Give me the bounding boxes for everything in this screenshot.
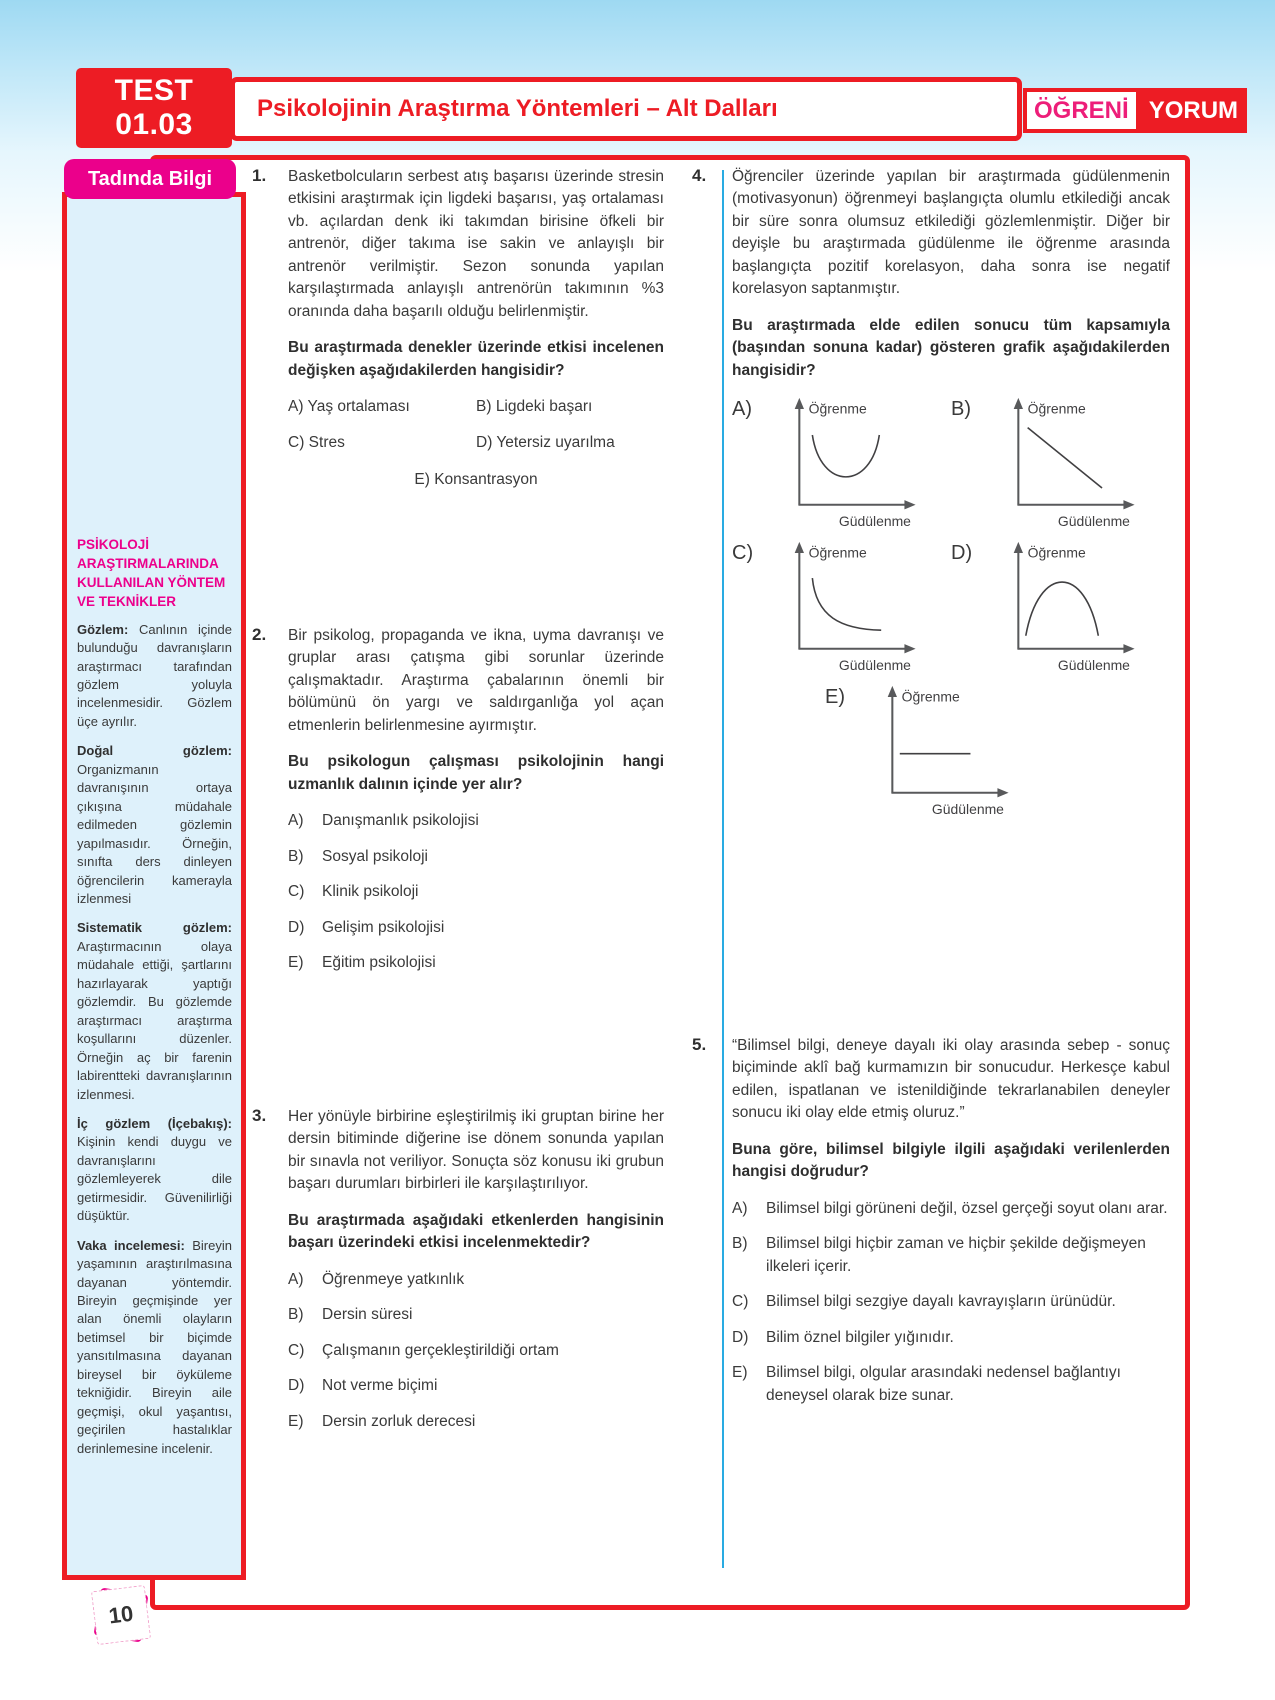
question-4 <box>692 166 1170 820</box>
option-text: Ligdeki başarı <box>495 398 593 416</box>
option-d <box>288 917 664 939</box>
question-body <box>288 1106 664 1446</box>
x-axis-arrow-icon <box>1123 500 1134 509</box>
option-c <box>288 432 476 454</box>
option-d <box>476 432 664 454</box>
x-axis-label: Güdülenme <box>1057 513 1130 530</box>
option-text: Gelişim psikolojisi <box>322 918 445 936</box>
sidebar-entry-text: Organizmanın davranışının ortaya çıkışına müdahale edilmeden gözlemin yapılmasıdır. Örneğin, sınıfta ders dinleyen öğrencilerin kamerayla izlenmesi <box>77 761 232 906</box>
option-label: B) <box>288 1306 304 1324</box>
answer-graph-c <box>732 536 951 676</box>
question-text: Her yönüyle birbirine eşleştirilmiş iki gruptan birine her dersin bitiminde diğerine ise dönem sonunda yapılan bir sınavla not veriliyor. Sonuçta söz konusu iki grubun başarı durumları birbirleri ile karşılaştırılıyor. <box>288 1108 664 1193</box>
y-axis-label: Öğrenme <box>1027 400 1086 417</box>
option-label: B) <box>732 1235 748 1253</box>
curve-negative-linear <box>1028 428 1102 488</box>
option-text: Bilimsel bilgi sezgiye dayalı kavrayışların ürünüdür. <box>766 1293 1116 1311</box>
option-text: Çalışmanın gerçekleştirildiği ortam <box>322 1341 559 1359</box>
option-text: Yetersiz uyarılma <box>496 433 615 451</box>
question-text: Bir psikolog, propaganda ve ikna, uyma davranışı ve gruplar arası çatışma gibi sorunlar üzerinde çalışmaktadır. Araştırma çabalarının önemli bir bölümünü ön yargı ve saldırganlığa yol açan etmenlerin belirlenmesine ayırmıştır. <box>288 627 664 734</box>
option-label: C) <box>288 883 305 901</box>
question-number: 2. <box>252 625 267 644</box>
question-body <box>732 166 1170 820</box>
option-label: A) <box>288 398 304 416</box>
curve-decreasing-convex <box>812 578 881 630</box>
option-text: Bilimsel bilgi hiçbir zaman ve hiçbir şekilde değişmeyen ilkeleri içerir. <box>766 1235 1146 1275</box>
graph-letter: D) <box>951 542 973 565</box>
question-number: 1. <box>252 166 267 185</box>
option-text: Not verme biçimi <box>322 1377 438 1395</box>
answer-graph-b <box>951 392 1170 532</box>
options <box>288 1269 664 1433</box>
question-number: 4. <box>692 166 707 185</box>
question-prompt: Buna göre, bilimsel bilgiyle ilgili aşağıdaki verilenlerden hangisi doğrudur? <box>732 1140 1170 1181</box>
sidebar-entry <box>77 1237 232 1458</box>
question-2 <box>252 625 664 988</box>
option-d <box>288 1375 664 1397</box>
question-prompt: Bu araştırmada aşağıdaki etkenlerden hangisinin başarı üzerindeki etkisi incelenmektedir? <box>288 1211 664 1252</box>
x-axis-label: Güdülenme <box>1057 657 1130 674</box>
option-label: E) <box>288 954 304 972</box>
brand-logo-right: YORUM <box>1140 88 1247 133</box>
question-body <box>732 1035 1170 1420</box>
y-axis-arrow-icon <box>888 686 897 697</box>
sidebar-entry-term: Doğal gözlem: <box>77 743 232 759</box>
option-c <box>288 1340 664 1362</box>
graph-letter: A) <box>732 398 752 421</box>
x-axis-arrow-icon <box>1123 644 1134 653</box>
options <box>732 1198 1170 1407</box>
options <box>288 810 664 974</box>
option-label: A) <box>288 1270 304 1288</box>
question-text: “Bilimsel bilgi, deneye dayalı iki olay arasında sebep - sonuç biçiminde aklî bağ kurmamızın bir sonucudur. Herkesçe kabul edilen, ispatlanan ve istenildiğinde tekrarlanabilen deneyler sonucu iki olay elde etmiş oluruz.” <box>732 1037 1170 1122</box>
x-axis-arrow-icon <box>904 644 915 653</box>
option-c <box>732 1291 1170 1313</box>
option-label: C) <box>288 1341 305 1359</box>
graph-plot <box>983 536 1169 676</box>
x-axis-arrow-icon <box>997 788 1008 797</box>
option-c <box>288 881 664 903</box>
curve-inverted-u <box>1026 582 1099 636</box>
y-axis-label: Öğrenme <box>901 688 960 705</box>
sidebar-entry <box>77 1115 232 1226</box>
x-axis-label: Güdülenme <box>838 657 911 674</box>
page-number-badge <box>94 1588 148 1642</box>
answer-graphs <box>732 392 1170 820</box>
graph-letter: C) <box>732 542 754 565</box>
question-3 <box>252 1106 664 1446</box>
option-label: D) <box>288 918 305 936</box>
sidebar-entry-text: Araştırmacının olaya müdahale ettiği, şartlarını hazırlayarak yaptığı gözlemdir. Bu gözlemde araştırmacı araştırma koşullarını düzenler. Örneğin aç bir farenin labirentteki davranışlarının izlenmesi. <box>77 938 232 1102</box>
option-text: Stres <box>308 433 345 451</box>
option-e <box>732 1362 1170 1407</box>
graph-letter: B) <box>951 398 971 421</box>
options <box>288 396 664 491</box>
option-label: A) <box>732 1199 748 1217</box>
sidebar-entry <box>77 621 232 732</box>
sidebar-tab-label: Tadında Bilgi <box>87 167 213 190</box>
question-text: Öğrenciler üzerinde yapılan bir araştırmada güdülenmenin (motivasyonun) öğrenmeyi başlangıçta olumlu etkilediği ancak bir süre sonra olumsuz etkilediği gözlemlenmiştir. Diğer bir deyişle bu araştırmada güdülenme ile öğrenme arasında başlangıçta pozitif korelasyon, daha sonra ise negatif korelasyon saptanmıştır. <box>732 168 1170 298</box>
y-axis-arrow-icon <box>1014 398 1023 409</box>
question-number: 5. <box>692 1035 707 1054</box>
option-text: Danışmanlık psikolojisi <box>322 812 479 830</box>
option-d <box>732 1327 1170 1349</box>
y-axis-arrow-icon <box>795 542 804 553</box>
question-number: 3. <box>252 1106 267 1125</box>
option-a <box>288 396 476 418</box>
option-label: D) <box>476 433 493 451</box>
graph-plot <box>983 392 1169 532</box>
question-5 <box>692 1035 1170 1420</box>
option-label: B) <box>288 847 304 865</box>
sidebar-entry-text: Kişinin kendi duygu ve davranışlarını gözlemleyerek dile getirmesidir. Güvenilirliği düşüktür. <box>77 1134 232 1224</box>
y-axis-label: Öğrenme <box>808 400 867 417</box>
answer-graph-a <box>732 392 951 532</box>
sidebar-heading: PSİKOLOJİ ARAŞTIRMALARINDA KULLANILAN YÖNTEM VE TEKNİKLER <box>77 537 226 610</box>
question-prompt: Bu psikologun çalışması psikolojinin hangi uzmanlık dalının içinde yer alır? <box>288 753 664 793</box>
brand-logo-left: ÖĞRENİ <box>1023 88 1140 133</box>
answer-graph-d <box>951 536 1170 676</box>
sidebar-entry <box>77 919 232 1104</box>
page-title: Psikolojinin Araştırma Yöntemleri – Alt Dalları <box>257 95 778 122</box>
option-label: E) <box>288 1412 304 1430</box>
sidebar-entry-term: Vaka incelemesi: <box>77 1237 185 1253</box>
option-label: B) <box>476 398 492 416</box>
option-label: E) <box>732 1364 748 1382</box>
option-a <box>288 1269 664 1291</box>
x-axis-label: Güdülenme <box>931 801 1004 818</box>
x-axis-label: Güdülenme <box>838 513 911 530</box>
curve-u-shape <box>812 435 879 477</box>
option-b <box>288 846 664 868</box>
option-text: Klinik psikoloji <box>322 883 419 901</box>
question-body <box>288 625 664 988</box>
option-text: Bilim öznel bilgiler yığınıdır. <box>766 1328 954 1346</box>
option-a <box>732 1198 1170 1220</box>
sidebar-entry-term: Gözlem: <box>77 621 129 637</box>
sidebar-tab <box>64 159 236 199</box>
answer-graph-e <box>825 680 1043 820</box>
option-e <box>288 952 664 974</box>
graph-letter: E) <box>825 686 845 709</box>
option-b <box>288 1304 664 1326</box>
graph-plot <box>764 392 950 532</box>
y-axis-arrow-icon <box>795 398 804 409</box>
sidebar-entry-term: Sistematik gözlem: <box>77 920 232 936</box>
option-label: D) <box>288 1377 305 1395</box>
sidebar-entry <box>77 742 232 908</box>
sidebar-entry-text: Canlının içinde bulunduğu davranışların araştırmacı tarafından gözlem yoluyla incelenmesidir. Gözlem üçe ayrılır. <box>77 621 232 729</box>
option-label: C) <box>732 1293 749 1311</box>
sidebar-box <box>62 192 246 1580</box>
y-axis-arrow-icon <box>1014 542 1023 553</box>
y-axis-label: Öğrenme <box>1027 544 1086 561</box>
sidebar-entry-text: Bireyin yaşamının araştırılmasına dayanan yöntemdir. Bireyin geçmişinde yer alan önemli olayların betimsel bir biçimde yansıtılmasına dayanan bireysel bir öyküleme tekniğidir. Bireyin aile geçmişi, okul yaşantısı, geçirilen hastalıklar derinlemesine incelenir. <box>77 1237 232 1456</box>
option-text: Sosyal psikoloji <box>322 847 428 865</box>
question-1 <box>252 166 664 492</box>
option-label: C) <box>288 433 305 451</box>
option-e <box>288 469 664 491</box>
brand-logo <box>1023 88 1247 133</box>
option-text: Eğitim psikolojisi <box>322 954 436 972</box>
test-number: 01.03 <box>115 108 193 141</box>
question-body <box>288 166 664 492</box>
option-text: Öğrenmeye yatkınlık <box>322 1270 465 1288</box>
sidebar-entry-term: İç gözlem (İçebakış): <box>77 1115 232 1131</box>
option-text: Konsantrasyon <box>434 471 538 489</box>
page-title-bar <box>230 77 1022 141</box>
option-text: Dersin süresi <box>322 1306 413 1324</box>
option-e <box>288 1411 664 1433</box>
option-b <box>732 1233 1170 1278</box>
graph-plot <box>857 680 1043 820</box>
question-text: Basketbolcuların serbest atış başarısı üzerinde stresin etkisini araştırmak için ligdeki başarısı, yaş ortalaması vb. açılardan denk iki takımdan birisine öfkeli bir antrenör, diğer takıma ise sakin ve anlayışlı bir antrenör verilmiştir. Sezon sonunda yapılan karşılaştırmada anlayışlı antrenörün takımının %3 oranında daha başarılı olduğu belirlenmiştir. <box>288 168 664 320</box>
test-label: TEST <box>114 74 194 108</box>
question-prompt: Bu araştırmada elde edilen sonucu tüm kapsamıyla (başından sonuna kadar) gösteren grafik aşağıdakilerden hangisidir? <box>732 316 1170 379</box>
option-label: A) <box>288 812 304 830</box>
x-axis-arrow-icon <box>904 500 915 509</box>
option-text: Yaş ortalaması <box>307 398 410 416</box>
option-b <box>476 396 664 418</box>
graph-plot <box>764 536 950 676</box>
page-number: 10 <box>91 1585 151 1645</box>
test-badge <box>76 68 232 148</box>
y-axis-label: Öğrenme <box>808 544 867 561</box>
option-a <box>288 810 664 832</box>
option-label: E) <box>414 471 430 489</box>
option-text: Dersin zorluk derecesi <box>322 1412 476 1430</box>
question-prompt: Bu araştırmada denekler üzerinde etkisi incelenen değişken aşağıdakilerden hangisidir? <box>288 339 664 379</box>
option-text: Bilimsel bilgi, olgular arasındaki nedensel bağlantıyı deneysel olarak bize sunar. <box>766 1364 1121 1404</box>
option-text: Bilimsel bilgi görüneni değil, özsel gerçeği soyut olanı arar. <box>766 1199 1168 1217</box>
option-label: D) <box>732 1328 749 1346</box>
